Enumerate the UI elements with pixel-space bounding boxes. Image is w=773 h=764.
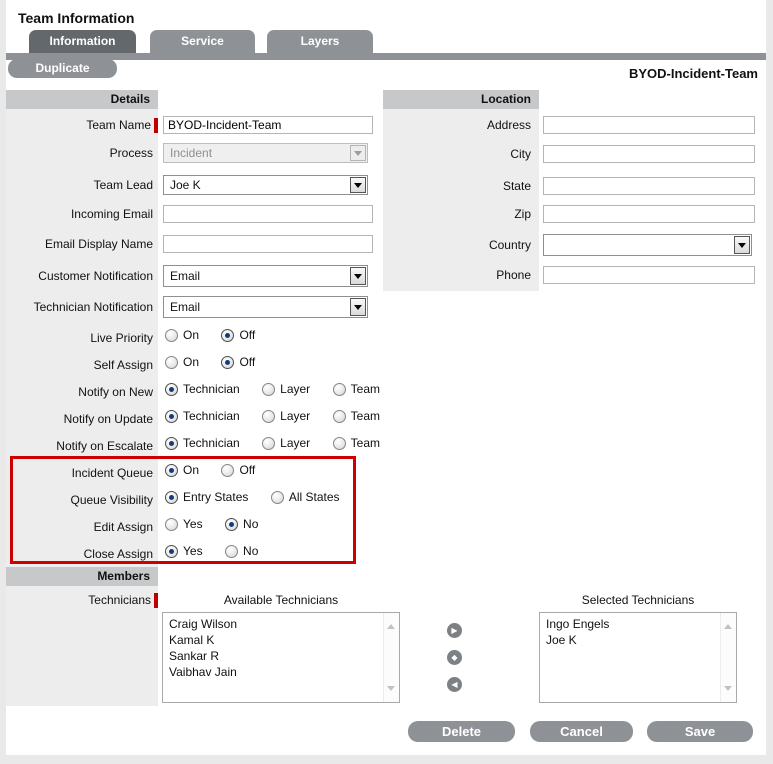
notify-on-escalate-option-technician[interactable]: Technician [165, 436, 240, 450]
dropdown-arrow-icon[interactable] [350, 177, 366, 193]
details-section-header: Details [6, 90, 158, 109]
dropdown-arrow-icon[interactable] [734, 236, 750, 254]
scroll-up-icon[interactable] [387, 620, 395, 629]
notify-on-escalate-row [6, 432, 378, 459]
list-item[interactable]: Kamal K [169, 633, 215, 647]
radio-icon [333, 437, 346, 450]
radio-checked-icon [165, 437, 178, 450]
team-lead-select[interactable]: Joe K [163, 175, 368, 195]
edit-assign-option-yes[interactable]: Yes [165, 517, 203, 531]
dropdown-arrow-icon[interactable] [350, 267, 366, 285]
notify-on-update-option-team[interactable]: Team [333, 409, 380, 423]
incoming-email-input[interactable] [163, 205, 373, 223]
radio-icon [165, 329, 178, 342]
edit-assign-option-no[interactable]: No [225, 517, 258, 531]
team-name-input[interactable] [163, 116, 373, 134]
email-display-name-label: Email Display Name [44, 237, 153, 251]
edit-assign-label: Edit Assign [93, 519, 153, 534]
diamond-icon: ◆ [451, 652, 458, 662]
technicians-label-text: Technicians [88, 593, 151, 607]
selected-technicians-list[interactable] [539, 612, 737, 703]
available-technicians-list[interactable] [162, 612, 400, 703]
notify-on-update-row [6, 405, 378, 432]
self-assign-label: Self Assign [93, 357, 153, 372]
scroll-down-icon[interactable] [387, 686, 395, 695]
team-name-label-text: Team Name [86, 118, 151, 132]
technician-notification-label: Technician Notification [33, 300, 153, 314]
city-row [383, 144, 761, 164]
radio-icon [333, 383, 346, 396]
zip-label: Zip [514, 207, 531, 221]
tab-strip [6, 26, 766, 53]
live-priority-label: Live Priority [90, 330, 153, 345]
process-select: Incident [163, 143, 368, 163]
tab-layers[interactable]: Layers [267, 30, 373, 53]
phone-input[interactable] [543, 266, 755, 284]
radio-checked-icon [165, 383, 178, 396]
incoming-email-label: Incoming Email [70, 207, 153, 221]
tab-service[interactable]: Service [150, 30, 255, 53]
radio-icon [262, 383, 275, 396]
available-technicians-title: Available Technicians [223, 593, 339, 607]
list-item[interactable]: Vaibhav Jain [169, 665, 237, 679]
move-left-button[interactable] [447, 677, 462, 692]
members-section-header: Members [6, 567, 158, 586]
radio-icon [262, 410, 275, 423]
radio-icon [262, 437, 275, 450]
close-assign-option-yes[interactable]: Yes [165, 544, 203, 558]
technician-notification-row [6, 296, 378, 318]
notify-on-new-option-technician[interactable]: Technician [165, 382, 240, 396]
save-button[interactable]: Save [647, 721, 753, 742]
customer-notification-select[interactable]: Email [163, 265, 368, 287]
notify-on-escalate-label: Notify on Escalate [56, 438, 153, 453]
tab-information[interactable]: Information [29, 30, 136, 53]
address-row [383, 115, 761, 135]
customer-notification-label: Customer Notification [38, 269, 153, 283]
dropdown-arrow-icon [350, 145, 366, 161]
phone-label: Phone [496, 268, 531, 282]
team-information-panel [6, 0, 766, 755]
phone-row [383, 265, 761, 285]
close-assign-option-no[interactable]: No [225, 544, 258, 558]
city-input[interactable] [543, 145, 755, 163]
scroll-down-icon[interactable] [724, 686, 732, 695]
country-row [383, 234, 761, 256]
notify-on-escalate-option-team[interactable]: Team [333, 436, 380, 450]
toolbar [6, 60, 766, 90]
form-area [6, 90, 766, 745]
live-priority-option-on[interactable]: On [165, 328, 199, 342]
cancel-button[interactable]: Cancel [530, 721, 633, 742]
radio-icon [333, 410, 346, 423]
swap-button[interactable] [447, 650, 462, 665]
close-assign-label: Close Assign [83, 546, 153, 561]
incident-queue-option-off[interactable]: Off [221, 463, 255, 477]
dropdown-arrow-icon[interactable] [350, 298, 366, 316]
team-lead-row [6, 175, 378, 195]
notify-on-update-label: Notify on Update [63, 411, 153, 426]
city-label: City [510, 147, 531, 161]
team-name-display: BYOD-Incident-Team [628, 66, 758, 81]
notify-on-escalate-option-layer[interactable]: Layer [262, 436, 310, 450]
zip-input[interactable] [543, 205, 755, 223]
list-item[interactable]: Joe K [546, 633, 577, 647]
list-item[interactable]: Craig Wilson [169, 617, 238, 631]
scrollbar[interactable] [720, 613, 736, 702]
notify-on-update-option-technician[interactable]: Technician [165, 409, 240, 423]
tab-divider-bar [6, 53, 766, 60]
notify-on-new-option-layer[interactable]: Layer [262, 382, 310, 396]
country-select[interactable] [543, 234, 752, 256]
zip-row [383, 204, 761, 224]
process-label: Process [109, 146, 153, 160]
technician-notification-select[interactable]: Email [163, 296, 368, 318]
state-input[interactable] [543, 177, 755, 195]
email-display-name-row [6, 234, 378, 254]
incident-queue-label: Incident Queue [71, 465, 153, 480]
process-row [6, 143, 378, 163]
list-item[interactable]: Sankar R [169, 649, 220, 663]
notify-on-new-option-team[interactable]: Team [333, 382, 380, 396]
required-marker [154, 118, 158, 133]
incoming-email-row [6, 204, 378, 224]
location-section-header: Location [383, 90, 539, 109]
radio-checked-icon [221, 356, 234, 369]
radio-icon [165, 356, 178, 369]
address-input[interactable] [543, 116, 755, 134]
location-column [383, 90, 761, 285]
queue-visibility-label: Queue Visibility [70, 492, 153, 507]
selected-technicians-title: Selected Technicians [581, 593, 695, 607]
queue-visibility-option-entry-states[interactable]: Entry States [165, 490, 248, 504]
state-row [383, 176, 761, 196]
delete-button[interactable]: Delete [408, 721, 515, 742]
list-item[interactable]: Ingo Engels [546, 617, 610, 631]
team-name-label [6, 118, 158, 133]
required-marker [154, 593, 158, 608]
incident-queue-option-on[interactable]: On [165, 463, 199, 477]
email-display-name-input[interactable] [163, 235, 373, 253]
queue-visibility-option-all-states[interactable]: All States [271, 490, 340, 504]
incident-queue-highlight-box [10, 456, 356, 564]
notify-on-new-row [6, 378, 378, 405]
radio-checked-icon [221, 329, 234, 342]
team-name-row [6, 115, 378, 135]
scrollbar[interactable] [383, 613, 399, 702]
self-assign-option-on[interactable]: On [165, 355, 199, 369]
duplicate-button[interactable]: Duplicate [8, 59, 117, 78]
scroll-up-icon[interactable] [724, 620, 732, 629]
left-arrow-icon: ◀ [451, 679, 458, 689]
radio-checked-icon [165, 410, 178, 423]
move-right-button[interactable] [447, 623, 462, 638]
live-priority-row [6, 324, 378, 351]
technicians-label [6, 593, 158, 608]
address-label: Address [486, 118, 531, 132]
customer-notification-row [6, 265, 378, 287]
notify-on-update-option-layer[interactable]: Layer [262, 409, 310, 423]
country-label: Country [488, 238, 531, 252]
notify-on-new-label: Notify on New [78, 384, 153, 399]
page-title: Team Information [18, 10, 135, 26]
self-assign-row [6, 351, 378, 378]
right-arrow-icon: ▶ [451, 625, 458, 635]
live-priority-option-off[interactable]: Off [221, 328, 255, 342]
state-label: State [502, 179, 531, 193]
team-lead-label: Team Lead [93, 178, 153, 192]
self-assign-option-off[interactable]: Off [221, 355, 255, 369]
